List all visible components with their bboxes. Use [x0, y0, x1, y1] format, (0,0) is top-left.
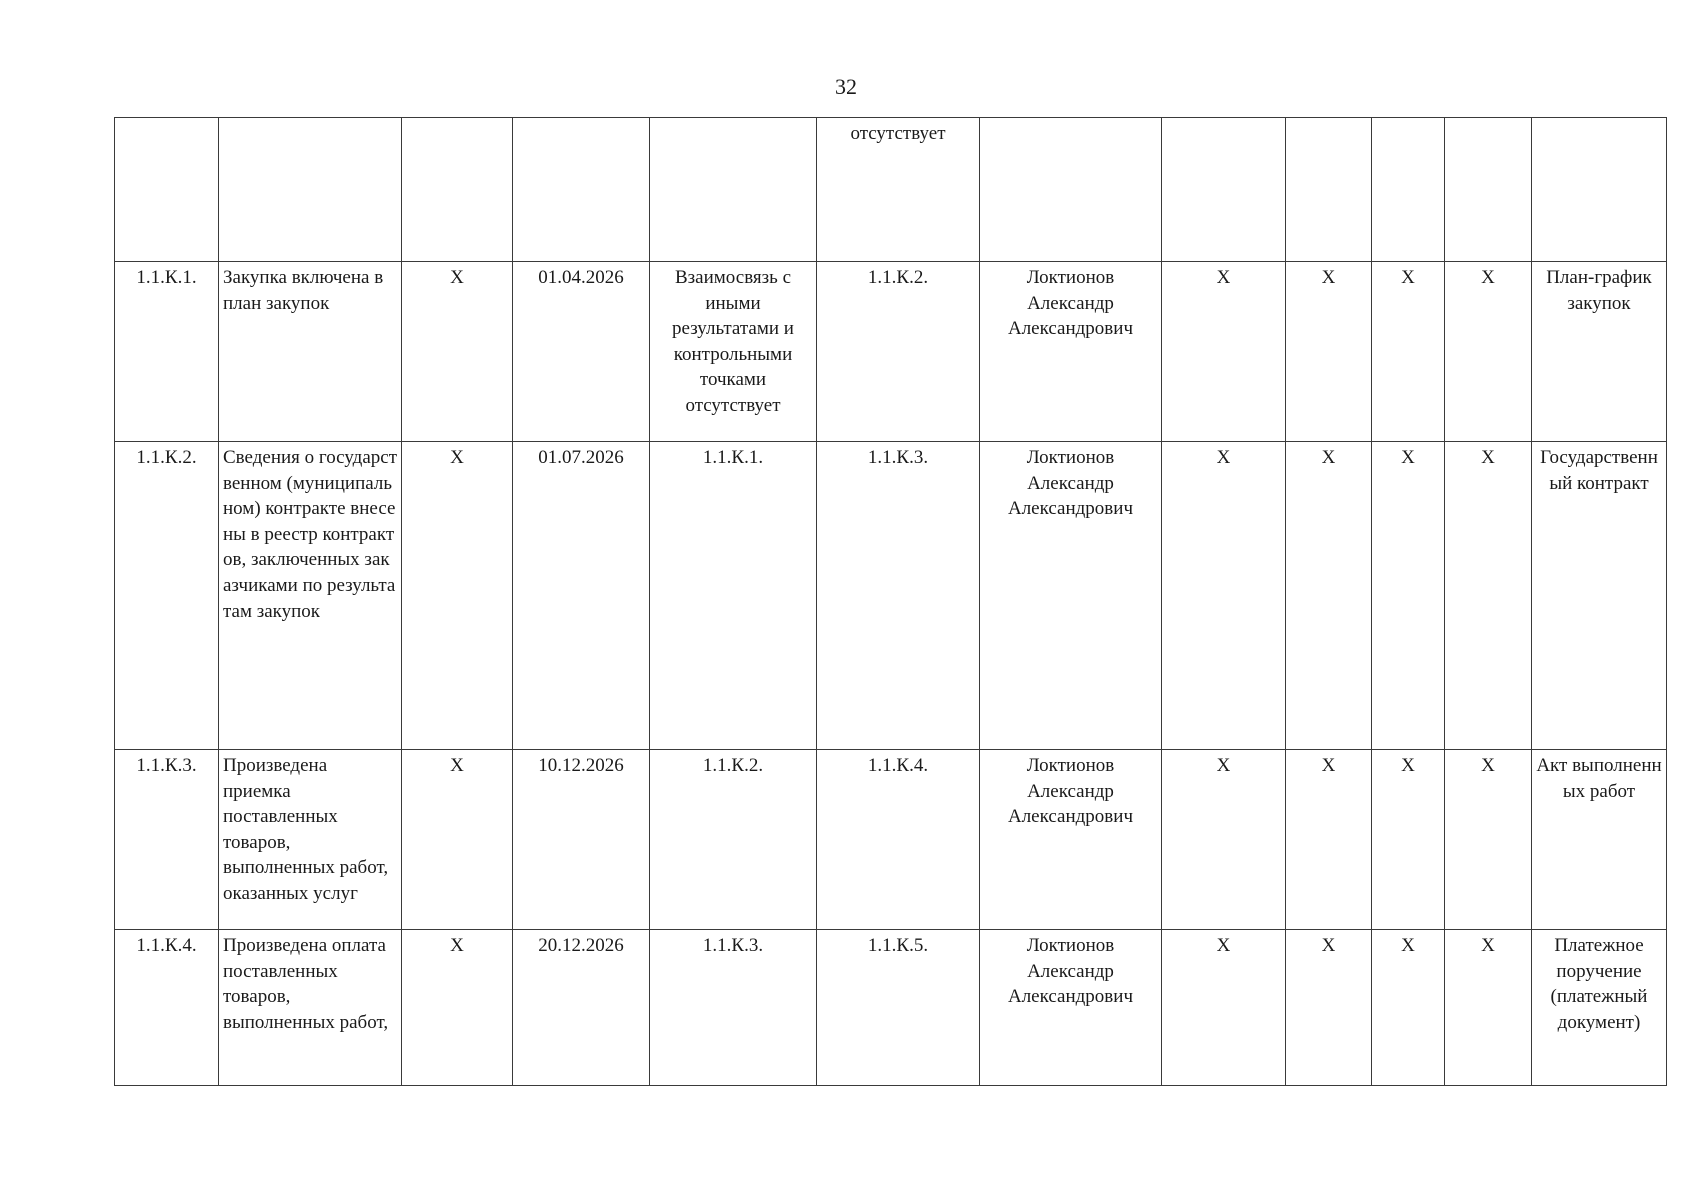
cell-id: 1.1.К.1.	[115, 262, 219, 442]
cell-responsible: Локтионов Александр Александрович	[980, 442, 1162, 750]
cell-x: X	[1162, 750, 1286, 930]
cell-empty	[1532, 118, 1667, 262]
cell-empty	[402, 118, 513, 262]
cell-date: 01.07.2026	[513, 442, 650, 750]
table-row	[115, 262, 1667, 442]
cell-successor: 1.1.К.4.	[817, 750, 980, 930]
cell-responsible: Локтионов Александр Александрович	[980, 930, 1162, 1086]
cell-x: X	[1286, 262, 1372, 442]
cell-x: X	[1286, 442, 1372, 750]
cell-predecessor: 1.1.К.2.	[650, 750, 817, 930]
cell-empty	[650, 118, 817, 262]
cell-x: X	[1372, 262, 1445, 442]
cell-successor: 1.1.К.3.	[817, 442, 980, 750]
cell-id: 1.1.К.4.	[115, 930, 219, 1086]
table-row	[115, 930, 1667, 1086]
cell-empty	[219, 118, 402, 262]
cell-responsible: Локтионов Александр Александрович	[980, 750, 1162, 930]
cell-x: X	[402, 442, 513, 750]
cell-x: X	[1162, 930, 1286, 1086]
table-row	[115, 442, 1667, 750]
cell-empty	[115, 118, 219, 262]
cell-x: X	[1372, 930, 1445, 1086]
cell-id: 1.1.К.3.	[115, 750, 219, 930]
cell-successor: 1.1.К.5.	[817, 930, 980, 1086]
cell-empty	[1372, 118, 1445, 262]
cell-date: 01.04.2026	[513, 262, 650, 442]
cell-name: Закупка включена в план закупок	[219, 262, 402, 442]
cell-x: X	[1445, 750, 1532, 930]
cell-x: X	[1445, 262, 1532, 442]
cell-successor: 1.1.К.2.	[817, 262, 980, 442]
cell-x: X	[1162, 262, 1286, 442]
cell-id: 1.1.К.2.	[115, 442, 219, 750]
cell-empty	[1162, 118, 1286, 262]
table-row-continuation	[115, 118, 1667, 262]
cell-x: X	[402, 262, 513, 442]
cell-x: X	[1372, 750, 1445, 930]
cell-x: X	[1372, 442, 1445, 750]
cell-document: Государственный контракт	[1532, 442, 1667, 750]
control-points-table	[114, 117, 1667, 1086]
cell-name: Сведения о государственном (муниципальном) контракте внесены в реестр контрактов, заключенных заказчиками по результатам закупок	[219, 442, 402, 750]
cell-document: Платежное поручение (платежный документ)	[1532, 930, 1667, 1086]
table-row	[115, 750, 1667, 930]
cell-empty	[980, 118, 1162, 262]
cell-x: X	[1445, 930, 1532, 1086]
cell-predecessor: 1.1.К.3.	[650, 930, 817, 1086]
cell-x: X	[402, 930, 513, 1086]
cell-x: X	[1286, 750, 1372, 930]
cell-date: 20.12.2026	[513, 930, 650, 1086]
cell-x: X	[1286, 930, 1372, 1086]
cell-x: X	[402, 750, 513, 930]
cell-x: X	[1162, 442, 1286, 750]
cell-responsible: Локтионов Александр Александрович	[980, 262, 1162, 442]
cell-document: План-график закупок	[1532, 262, 1667, 442]
cell-empty	[1286, 118, 1372, 262]
page-number: 32	[835, 74, 857, 99]
cell-empty	[1445, 118, 1532, 262]
cell-name: Произведена оплата поставленных товаров, выполненных работ,	[219, 930, 402, 1086]
cell-empty	[513, 118, 650, 262]
cell-predecessor: 1.1.К.1.	[650, 442, 817, 750]
cell-continuation-text: отсутствует	[817, 118, 980, 262]
cell-name: Произведена приемка поставленных товаров, выполненных работ, оказанных услуг	[219, 750, 402, 930]
cell-document: Акт выполненных работ	[1532, 750, 1667, 930]
cell-x: X	[1445, 442, 1532, 750]
cell-date: 10.12.2026	[513, 750, 650, 930]
cell-predecessor: Взаимосвязь с иными результатами и контрольными точками отсутствует	[650, 262, 817, 442]
